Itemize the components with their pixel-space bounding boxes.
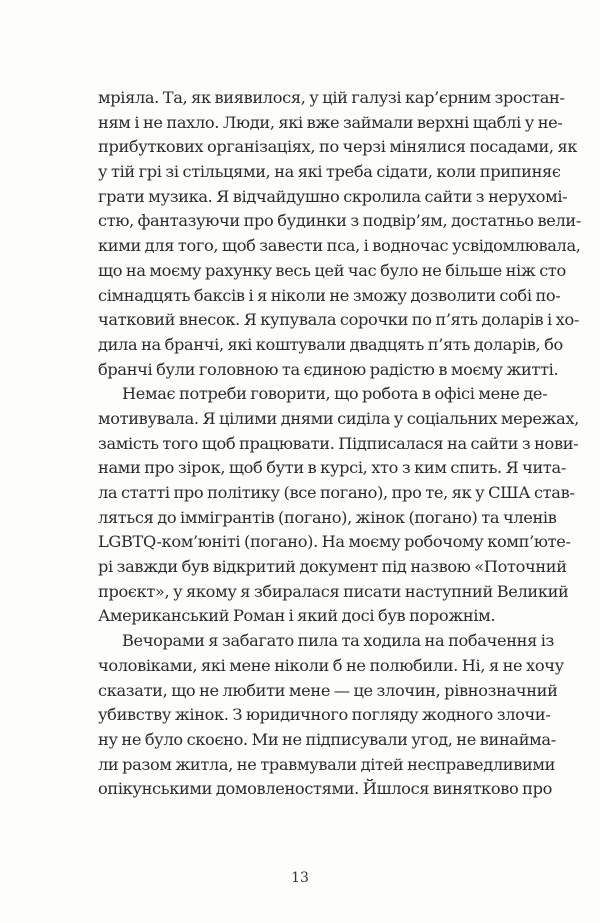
text-line: що на моєму рахунку весь цей час було не більше ніж сто bbox=[98, 260, 566, 280]
text-line: ну не було скоєно. Ми не підписували угод, не винайма- bbox=[98, 729, 556, 749]
text-line: мотивувала. Я цілими днями сиділа у соціальних мережах, bbox=[98, 408, 580, 428]
page-number: 13 bbox=[291, 870, 309, 886]
text-line: грати музика. Я відчайдушно скролила сайти з нерухомі- bbox=[98, 186, 568, 206]
paragraph bbox=[98, 382, 580, 629]
text-line: LGBTQ-ком’юніті (погано). На моєму робочому комп’юте- bbox=[98, 532, 571, 552]
text-line: Вечорами я забагато пила та ходила на побачення із bbox=[122, 631, 555, 651]
text-line: ляться до іммігрантів (погано), жінок (погано) та членів bbox=[98, 507, 557, 527]
text-line: убивству жінок. З юридичного погляду жодного злочи- bbox=[98, 705, 551, 725]
text-line: Немає потреби говорити, що робота в офісі мене де- bbox=[122, 384, 548, 404]
text-line: нами про зірок, щоб бути в курсі, хто з ким спить. Я чита- bbox=[98, 458, 566, 478]
text-line: у тій грі зі стільцями, на які треба сідати, коли припиняє bbox=[98, 162, 561, 182]
text-line: чоловіками, які мене ніколи б не полюбили. Ні, я не хочу bbox=[98, 655, 564, 675]
book-page-body bbox=[98, 86, 581, 802]
text-line: ням і не пахло. Люди, які вже займали верхні щаблі у не- bbox=[98, 112, 563, 132]
text-line: стю, фантазуючи про будинки з подвір’ям, достатньо вели- bbox=[98, 211, 581, 231]
text-line: сімнадцять баксів і я ніколи не зможу дозволити собі по- bbox=[98, 285, 561, 305]
paragraph bbox=[98, 86, 581, 382]
text-line: бранчі були головною та єдиною радістю в моєму житті. bbox=[98, 359, 559, 379]
text-line: ли разом житла, не травмували дітей несправедливими bbox=[98, 754, 556, 774]
text-line: ла статті про політику (все погано), про те, як у США став- bbox=[98, 483, 575, 502]
text-line: дила на бранчі, які коштували двадцять п’ять доларів, бо bbox=[98, 334, 563, 354]
text-line: мріяла. Та, як виявилося, у цій галузі кар’єрним зростан- bbox=[98, 88, 565, 107]
text-line: замість того щоб працювати. Підписалася на сайти з нови- bbox=[98, 433, 579, 453]
text-line: опікунськими домовленостями. Йшлося винятково про bbox=[98, 779, 553, 799]
text-line: сказати, що не любити мене — це злочин, рівнозначний bbox=[98, 680, 558, 700]
paragraph bbox=[98, 629, 564, 802]
text-line: прибуткових організаціях, по черзі мінялися посадами, як bbox=[98, 137, 578, 157]
text-line: проєкт», у якому я збиралася писати наступний Великий bbox=[98, 581, 569, 601]
text-line: кими для того, щоб завести пса, і водночас усвідомлювала, bbox=[98, 236, 581, 256]
text-line: чатковий внесок. Я купувала сорочки по п’ять доларів і хо- bbox=[98, 310, 579, 330]
text-line: Американський Роман і який досі був порожнім. bbox=[98, 606, 496, 626]
text-line: рі завжди був відкритий документ під назвою «Поточний bbox=[98, 557, 567, 577]
